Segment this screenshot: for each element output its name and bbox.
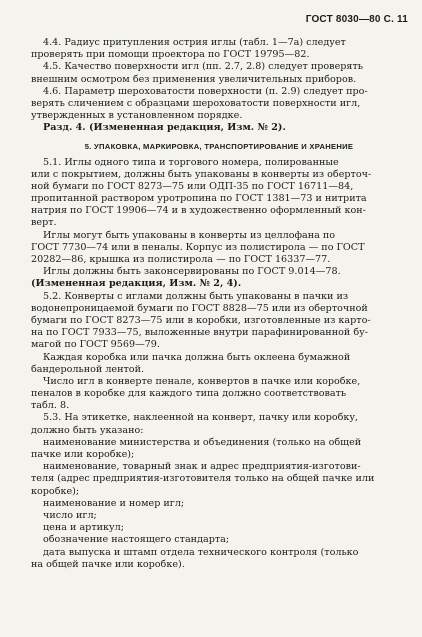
text-line: обозначение настоящего стандарта; (43, 534, 230, 546)
text-line: магой по ГОСТ 9569—79. (31, 339, 160, 351)
text-line: коробке); (31, 485, 80, 497)
text-line: бумаги по ГОСТ 8273—75 или в коробки, изготовленные из карто- (31, 314, 371, 326)
text-line: утвержденных в установленном порядке. (31, 110, 243, 122)
text-line: табл. 8. (31, 400, 70, 412)
text-line: 5.3. На этикетке, наклеенной на конверт, пачку или коробку, (43, 412, 359, 424)
text-line: ГОСТ 7730—74 или в пеналы. Корпус из полистирола — по ГОСТ (31, 241, 365, 253)
text-line: водонепроницаемой бумаги по ГОСТ 8828—75 или из оберточной (31, 302, 368, 314)
text-line: пеналов в коробке для каждого типа должно соответствовать (31, 388, 347, 400)
text-line: дата выпуска и штамп отдела технического контроля (только (43, 546, 359, 558)
text-line: 4.4. Радиус притупления острия иглы (табл. 1—7а) следует (43, 37, 346, 48)
text-line: верт. (31, 217, 57, 229)
page-content (31, 37, 407, 571)
page-header: ГОСТ 8030—80 С. 11 (305, 14, 408, 25)
text-line: наименование и номер игл; (43, 497, 185, 509)
section-title: 5. УПАКОВКА, МАРКИРОВКА, ТРАНСПОРТИРОВАНИЕ И ХРАНЕНИЕ (84, 141, 354, 151)
text-line: натрия по ГОСТ 19906—74 и в художественно оформленный кон- (31, 205, 366, 217)
amendment-note: Разд. 4. (Измененная редакция, Изм. № 2). (43, 122, 286, 134)
text-line: 4.6. Параметр шероховатости поверхности (п. 2.9) следует про- (43, 85, 368, 97)
text-line: 4.5. Качество поверхности игл (пп. 2.7, 2.8) следует проверять (43, 61, 363, 73)
amendment-note: (Измененная редакция, Изм. № 2, 4). (31, 278, 242, 290)
text-line: бандерольной лентой. (31, 363, 145, 375)
text-line: ной бумаги по ГОСТ 8273—75 или ОДП-35 по ГОСТ 16711—84, (31, 180, 354, 192)
text-line: внешним осмотром без применения увеличительных приборов. (31, 73, 357, 85)
text-line: на по ГОСТ 7933—75, выложенные внутри парафинированной бу- (31, 327, 368, 339)
text-line: Иглы должны быть законсервированы по ГОСТ 9.014—78. (43, 266, 341, 278)
text-line: Иглы могут быть упакованы в конверты из целлофана по (43, 229, 336, 241)
text-line: или с покрытием, должны быть упакованы в конверты из оберточ- (31, 168, 372, 180)
text-line: проверять при помощи проектора по ГОСТ 19795—82. (31, 49, 310, 61)
text-line: 5.2. Конверты с иглами должны быть упакованы в пачки из (43, 290, 349, 302)
text-line: верять сличением с образцами шероховатости поверхности игл, (31, 97, 361, 109)
text-line: на общей пачке или коробке). (31, 558, 185, 570)
text-line: наименование, товарный знак и адрес предприятия-изготови- (43, 461, 361, 473)
text-line: наименование министерства и объединения (только на общей (43, 436, 362, 448)
text-line: теля (адрес предприятия-изготовителя только на общей пачке или (31, 473, 375, 485)
text-line: 20282—86, крышка из полистирола — по ГОСТ 16337—77. (31, 254, 331, 265)
text-line: 5.1. Иглы одного типа и торгового номера, полированные (43, 156, 339, 168)
text-line: Число игл в конверте пенале, конвертов в пачке или коробке, (43, 375, 361, 387)
text-line: число игл; (43, 509, 97, 521)
text-line: пачке или коробке); (31, 449, 135, 460)
text-line: должно быть указано: (31, 424, 144, 436)
text-line: пропитанной раствором уротропина по ГОСТ 1381—73 и нитрита (31, 193, 367, 205)
text-line: Каждая коробка или пачка должна быть оклеена бумажной (43, 351, 351, 363)
text-line: цена и артикул; (43, 522, 124, 534)
